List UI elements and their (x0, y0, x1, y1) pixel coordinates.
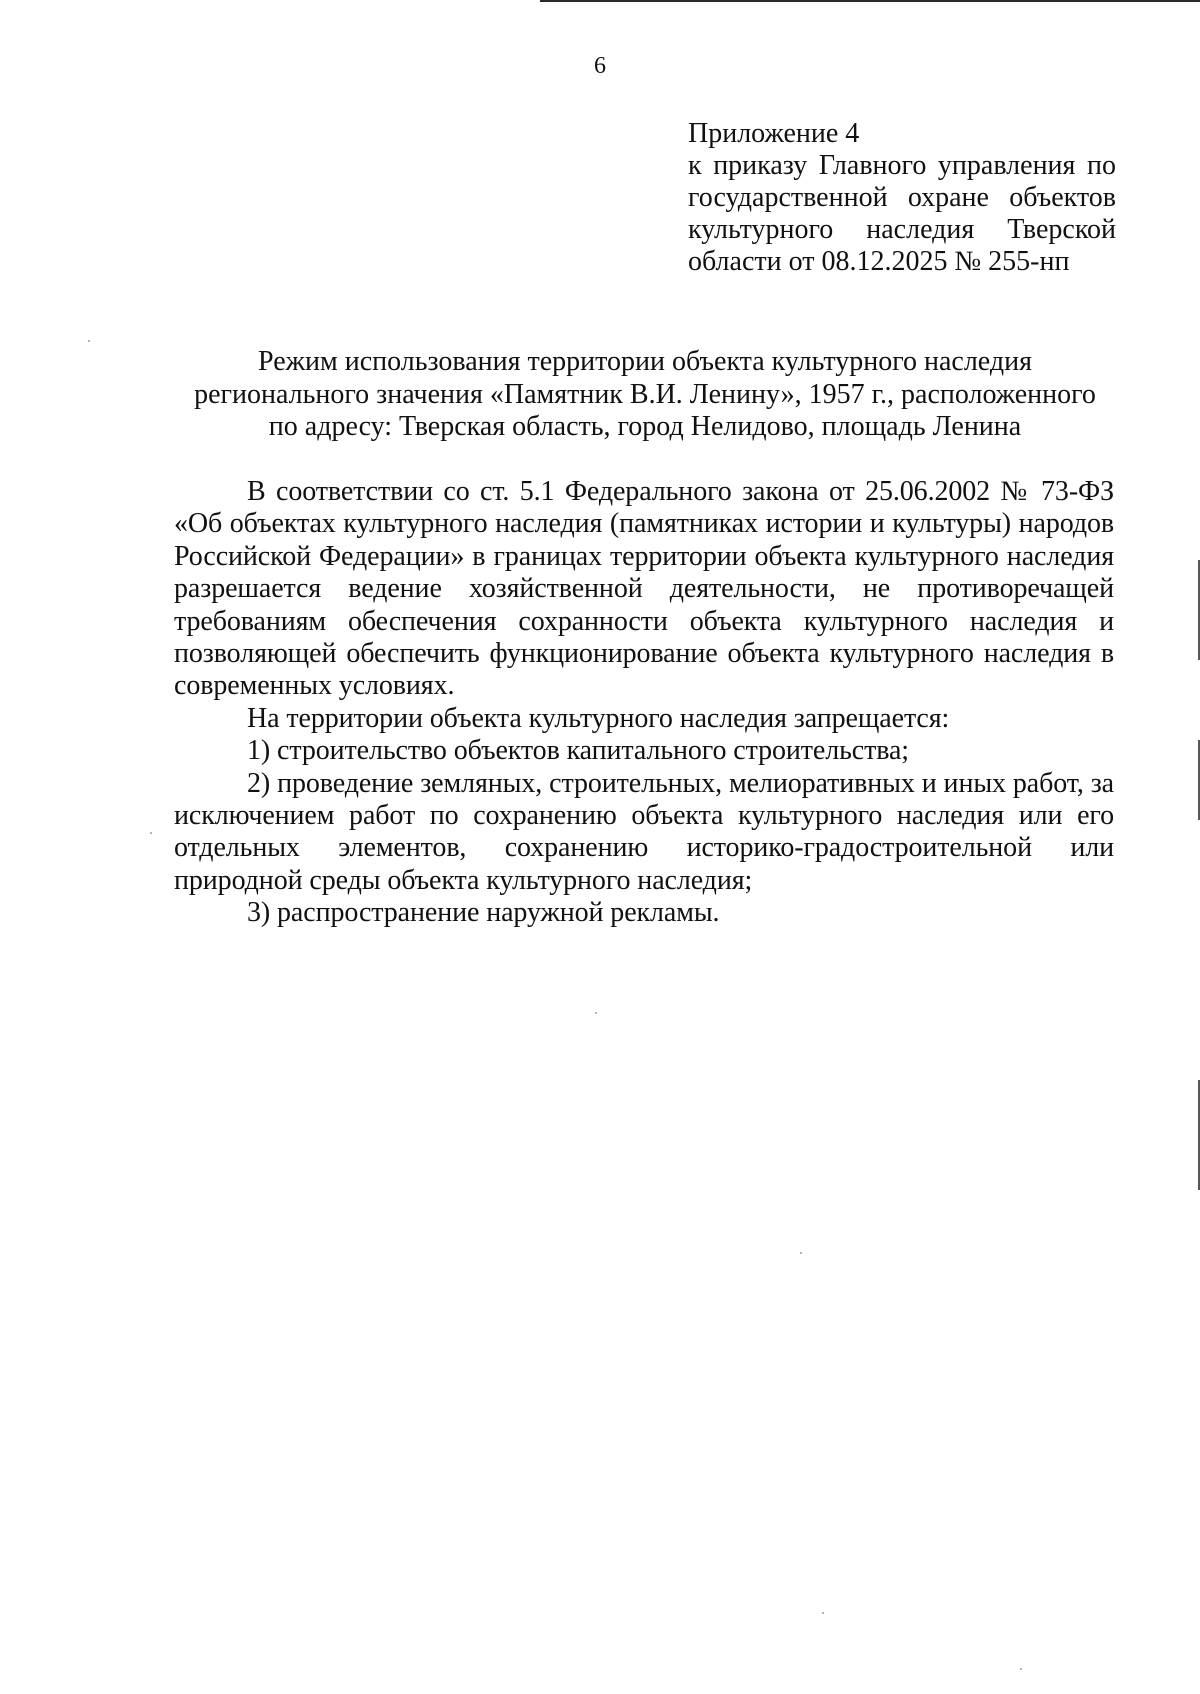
page-number: 6 (594, 53, 606, 79)
document-body (174, 476, 1114, 930)
intro-paragraph: В соответствии со ст. 5.1 Федерального закона от 25.06.2002 № 73-ФЗ «Об объектах культурного наследия (памятниках истории и культуры) народов Российской Федерации» в границах территории объекта культурного наследия разрешается ведение хозяйственной деятельности, не противоречащей требованиям обеспечения сохранности объекта культурного наследия и позволяющей обеспечить функционирование объекта культурного наследия в современных условиях. (174, 476, 1114, 702)
title-line: регионального значения «Памятник В.И. Ленину», 1957 г., расположенного (194, 378, 1096, 410)
scan-speck (800, 1252, 802, 1254)
scan-speck (822, 1612, 824, 1614)
appendix-label: Приложение 4 (688, 118, 860, 149)
scan-speck (88, 340, 90, 342)
appendix-block (688, 118, 1116, 278)
title-line: по адресу: Тверская область, город Нелидово, площадь Ленина (268, 411, 1022, 442)
title-line: Режим использования территории объекта культурного наследия (258, 346, 1032, 377)
list-item: 2) проведение земляных, строительных, мелиоративных и иных работ, за исключением работ по сохранению объекта культурного наследия или его отдельных элементов, сохранению историко-градостроительной или природной среды объекта культурного наследия; (174, 767, 1114, 896)
scan-speck (595, 1012, 597, 1014)
document-title (150, 346, 1140, 444)
list-item: 3) распространение наружной рекламы. (247, 897, 720, 929)
prohibited-intro: На территории объекта культурного наследия запрещается: (247, 702, 950, 734)
scan-speck (150, 832, 152, 834)
list-item: 1) строительство объектов капитального строительства; (247, 735, 909, 767)
appendix-reference: к приказу Главного управления по государственной охране объектов культурного наследия Тверской области от 08.12.2025 № 255-нп (688, 150, 1116, 277)
scan-speck (1020, 1668, 1022, 1670)
scan-top-edge (540, 0, 1200, 2)
